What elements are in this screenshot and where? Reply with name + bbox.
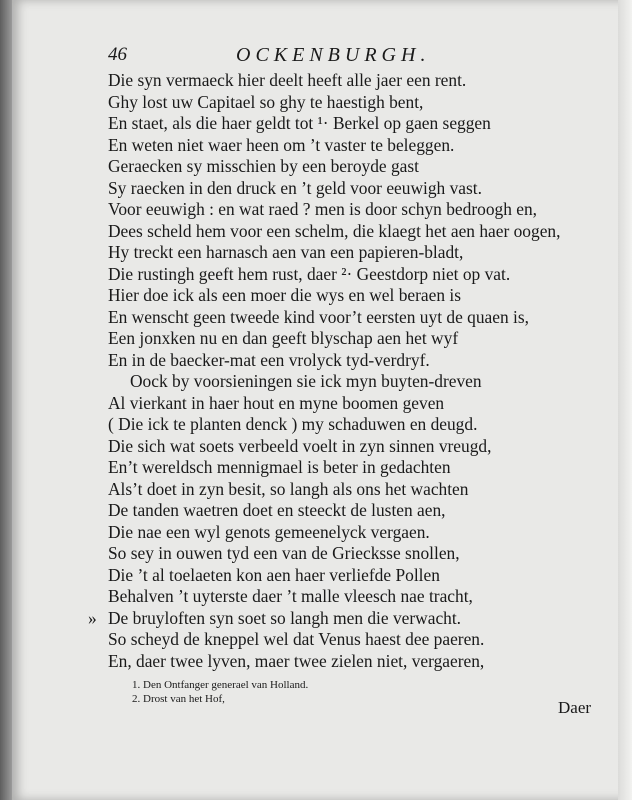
poem-line: [108, 371, 608, 393]
poem-line: [108, 285, 608, 307]
poem-text: [88, 70, 608, 672]
page-gutter-shadow: [0, 0, 12, 800]
poem-line-text: Een jonxken nu en dan geeft blyschap aen het wyf: [108, 328, 459, 348]
poem-line: [108, 565, 608, 587]
book-page: [12, 0, 632, 800]
poem-line: [108, 242, 608, 264]
quotation-mark: »: [88, 607, 97, 628]
footnotes: [132, 678, 308, 706]
poem-line-text: Die ’t al toelaeten kon aen haer verliefde Pollen: [108, 564, 440, 585]
poem-line: [108, 92, 608, 114]
poem-line-text: De tanden waetren doet en steeckt de lusten aen,: [108, 500, 446, 520]
page-number: 46: [108, 44, 127, 65]
poem-line: [88, 607, 608, 630]
poem-line: [108, 651, 608, 673]
poem-line-text: Hier doe ick als een moer die wys en wel beraen is: [108, 285, 461, 305]
poem-line: [108, 178, 608, 200]
poem-line: [108, 350, 608, 372]
poem-line-text: Oock by voorsieningen sie ick myn buyten-dreven: [130, 371, 482, 391]
poem-line: [108, 307, 608, 329]
running-title: OCKENBURGH.: [236, 44, 431, 66]
footnote-2: 2. Drost van het Hof,: [132, 693, 225, 705]
poem-line: [108, 500, 608, 522]
poem-line-text: Die rustingh geeft hem rust, daer ²· Geestdorp niet op vat.: [108, 263, 511, 284]
poem-line-text: En staet, als die haer geldt tot ¹· Berkel op gaen seggen: [108, 113, 491, 133]
poem-line: [108, 156, 608, 178]
poem-line: [108, 199, 608, 221]
poem-line: [108, 586, 608, 608]
poem-line-text: Als’t doet in zyn besit, so langh als ons het wachten: [108, 478, 469, 499]
poem-line-text: So scheyd de kneppel wel dat Venus haest dee paeren.: [108, 629, 485, 649]
poem-line-text: En’t wereldsch mennigmael is beter in gedachten: [108, 457, 451, 477]
poem-line-text: Die sich wat soets verbeeld voelt in zyn sinnen vreugd,: [108, 435, 492, 456]
poem-line-text: ( Die ick te planten denck ) my schaduwen en deugd.: [108, 414, 478, 434]
poem-line: [108, 414, 608, 436]
page-edge: [618, 0, 632, 800]
poem-line: [108, 629, 608, 651]
poem-line-text: Behalven ’t uyterste daer ’t malle vleesch nae tracht,: [108, 586, 473, 606]
poem-line: [108, 543, 608, 565]
poem-line-text: Sy raecken in den druck en ’t geld voor eeuwigh vast.: [108, 177, 482, 198]
poem-line-text: En in de baecker-mat een vrolyck tyd-verdryf.: [108, 349, 430, 370]
poem-line-text: En, daer twee lyven, maer twee zielen niet, vergaeren,: [108, 650, 485, 671]
footnote-1: 1. Den Ontfanger generael van Holland.: [132, 679, 309, 691]
poem-line-text: Hy treckt een harnasch aen van een papieren-bladt,: [108, 242, 464, 262]
poem-line-text: Al vierkant in haer hout en myne boomen geven: [108, 392, 445, 413]
poem-line: [108, 264, 608, 286]
poem-line-text: Voor eeuwigh : en wat raed ? men is door schyn bedroogh en,: [108, 199, 538, 219]
poem-line-text: Die syn vermaeck hier deelt heeft alle jaer een rent.: [108, 70, 467, 90]
poem-line-text: En weten niet waer heen om ’t vaster te beleggen.: [108, 134, 455, 155]
poem-line: [108, 393, 608, 415]
poem-line: [108, 221, 608, 243]
poem-line: [108, 479, 608, 501]
poem-line: [108, 135, 608, 157]
poem-line-text: Dees scheld hem voor een schelm, die klaegt het aen haer oogen,: [108, 220, 561, 241]
poem-line: [108, 436, 608, 458]
poem-line-text: En wenscht geen tweede kind voor’t eersten uyt de quaen is,: [108, 306, 529, 327]
poem-line-text: De bruyloften syn soet so langh men die verwacht.: [108, 607, 462, 628]
poem-line-text: So sey in ouwen tyd een van de Griecksse snollen,: [108, 543, 460, 563]
poem-line: [108, 457, 608, 479]
poem-line-text: Geraecken sy misschien by een beroyde gast: [108, 156, 419, 176]
poem-line: [108, 522, 608, 544]
poem-line: [108, 113, 608, 135]
catchword: Daer: [558, 698, 592, 717]
poem-line: [108, 328, 608, 350]
poem-line-text: Ghy lost uw Capitael so ghy te haestigh bent,: [108, 91, 424, 112]
poem-line: [108, 70, 608, 92]
poem-line-text: Die nae een wyl genots gemeenelyck vergaen.: [108, 521, 430, 542]
